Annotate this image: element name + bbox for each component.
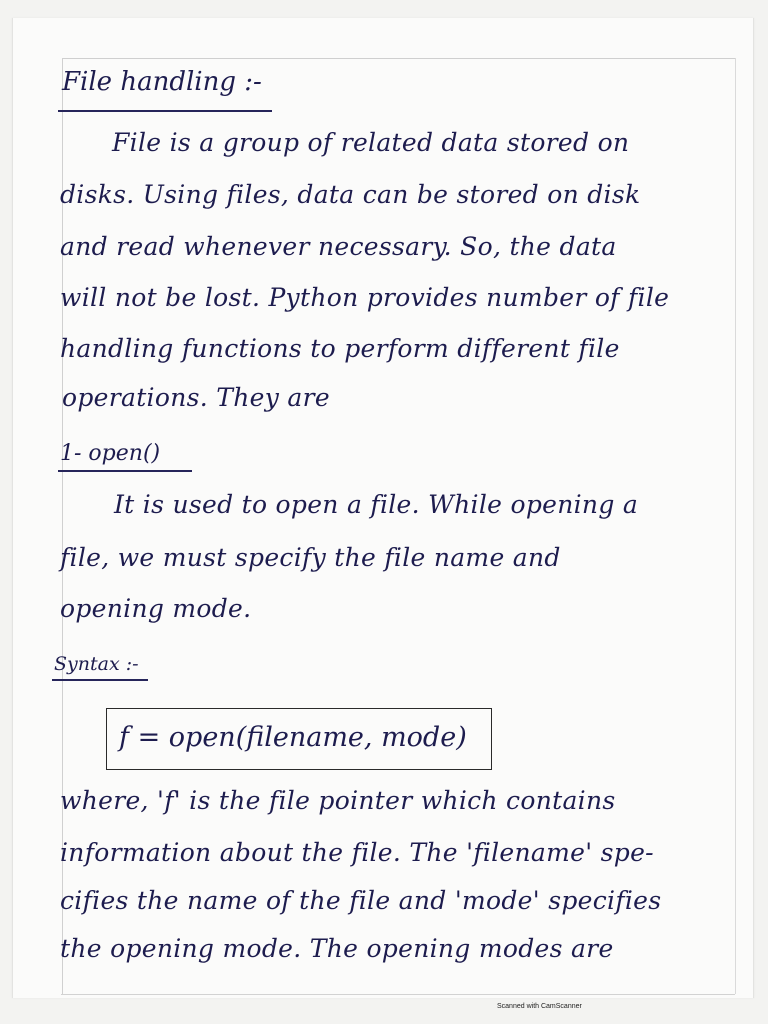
explanation-line-1: where, 'f' is the file pointer which contains — [60, 786, 616, 815]
syntax-code-box — [106, 708, 492, 770]
scanner-watermark: Scanned with CamScanner — [497, 1003, 582, 1010]
open-line-3: opening mode. — [60, 594, 252, 623]
intro-line-5: handling functions to perform different file — [60, 334, 620, 363]
page-title: File handling :- — [62, 67, 262, 97]
right-margin-line — [735, 58, 736, 994]
intro-line-4: will not be lost. Python provides number of file — [60, 283, 670, 312]
explanation-line-4: the opening mode. The opening modes are — [60, 934, 614, 963]
syntax-underline — [52, 679, 148, 681]
bottom-rule-line — [61, 994, 735, 995]
explanation-line-3: cifies the name of the file and 'mode' specifies — [60, 886, 662, 915]
intro-line-3: and read whenever necessary. So, the data — [60, 232, 617, 261]
explanation-line-2: information about the file. The 'filename' spe- — [60, 838, 654, 867]
top-rule-line — [63, 58, 735, 59]
open-line-1: It is used to open a file. While opening a — [114, 490, 639, 519]
intro-line-6: operations. They are — [62, 383, 330, 412]
section-open-heading: 1- open() — [60, 441, 161, 466]
intro-line-1: File is a group of related data stored on — [112, 128, 630, 157]
section-open-underline — [58, 470, 192, 472]
title-underline — [58, 110, 272, 112]
open-line-2: file, we must specify the file name and — [60, 543, 561, 572]
syntax-code: f = open(filename, mode) — [119, 722, 467, 753]
intro-line-2: disks. Using files, data can be stored on disk — [60, 180, 641, 209]
syntax-heading: Syntax :- — [54, 653, 139, 675]
